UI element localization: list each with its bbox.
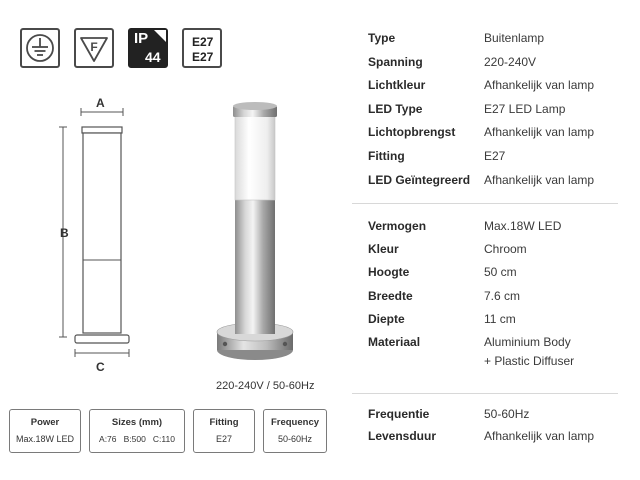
- spec-divider: [352, 393, 618, 394]
- spec-box-fitting: [193, 409, 255, 453]
- spec-row-frequentie: [368, 407, 628, 425]
- socket-line-2: E27: [192, 50, 214, 64]
- spec-key: Frequentie: [368, 407, 430, 421]
- spec-box-power: [9, 409, 81, 453]
- spec-row-led-type: [368, 102, 628, 120]
- spec-row-fitting: [368, 149, 628, 167]
- spec-box-sizes: [89, 409, 185, 453]
- ip-rating-icon: [128, 28, 168, 68]
- spec-key: Levensduur: [368, 429, 437, 443]
- spec-key: Lichtopbrengst: [368, 125, 456, 139]
- spec-box-frequency: [263, 409, 327, 453]
- spec-row-hoogte: [368, 265, 628, 283]
- spec-row-type: [368, 31, 628, 49]
- spec-box-title: Sizes (mm): [111, 417, 163, 428]
- spec-value: 50 cm: [484, 265, 517, 279]
- spec-value: Aluminium Body: [484, 335, 571, 349]
- spec-key: Diepte: [368, 312, 405, 326]
- spec-box-title: Frequency: [270, 417, 320, 428]
- dim-a-label: A: [96, 96, 105, 110]
- spec-value: Afhankelijk van lamp: [484, 125, 595, 139]
- voltage-caption: 220-240V / 50-60Hz: [216, 380, 315, 392]
- spec-row-materiaal: [368, 335, 628, 371]
- ip-label: IP: [134, 30, 149, 47]
- spec-key: LED Type: [368, 102, 423, 116]
- spec-row-diepte: [368, 312, 628, 330]
- dim-b-label: B: [60, 226, 69, 240]
- spec-row-vermogen: [368, 219, 628, 237]
- spec-box-value: Max.18W LED: [15, 434, 75, 444]
- lamp-product-image: [210, 100, 300, 370]
- spec-box-value: 50-60Hz: [277, 434, 313, 444]
- spec-value: 11 cm: [484, 312, 516, 326]
- spec-row-spanning: [368, 55, 628, 73]
- spec-value: 7.6 cm: [484, 289, 521, 303]
- spec-value: 220-240V: [484, 55, 537, 69]
- ip-corner-icon: [154, 30, 166, 42]
- spec-row-levensduur: [368, 429, 628, 447]
- spec-key: LED Geïntegreerd: [368, 173, 471, 187]
- spec-value-line-2: + Plastic Diffuser: [484, 354, 575, 368]
- spec-key: Materiaal: [368, 335, 421, 349]
- spec-box-value: A:76 B:500 C:110: [99, 434, 175, 444]
- spec-value: Chroom: [484, 242, 527, 256]
- spec-value: Afhankelijk van lamp: [484, 173, 595, 187]
- spec-key: Breedte: [368, 289, 413, 303]
- spec-value: Buitenlamp: [484, 31, 545, 45]
- f-mark-letter: F: [90, 40, 98, 54]
- spec-key: Vermogen: [368, 219, 427, 233]
- spec-box-title: Fitting: [209, 417, 239, 428]
- spec-value: Afhankelijk van lamp: [484, 429, 595, 443]
- dim-c-label: C: [96, 360, 105, 374]
- spec-value: Afhankelijk van lamp: [484, 78, 595, 92]
- spec-key: Spanning: [368, 55, 423, 69]
- ground-icon: [20, 28, 60, 68]
- spec-value: Max.18W LED: [484, 219, 562, 233]
- socket-line-1: E27: [192, 35, 214, 49]
- socket-icon: [182, 28, 222, 68]
- spec-divider: [352, 203, 618, 204]
- spec-key: Hoogte: [368, 265, 410, 279]
- spec-key: Kleur: [368, 242, 399, 256]
- spec-value: 50-60Hz: [484, 407, 530, 421]
- spec-row-kleur: [368, 242, 628, 260]
- spec-value: E27 LED Lamp: [484, 102, 566, 116]
- spec-key: Type: [368, 31, 396, 45]
- spec-box-title: Power: [30, 417, 60, 428]
- spec-row-lichtkleur: [368, 78, 628, 96]
- spec-key: Lichtkleur: [368, 78, 426, 92]
- ip-number: 44: [145, 49, 161, 65]
- spec-row-led-geintegreerd: [368, 173, 628, 191]
- spec-box-value: E27: [215, 434, 232, 444]
- spec-row-lichtopbrengst: [368, 125, 628, 143]
- spec-row-breedte: [368, 289, 628, 307]
- spec-value: E27: [484, 149, 506, 163]
- spec-key: Fitting: [368, 149, 405, 163]
- f-mark-icon: [74, 28, 114, 68]
